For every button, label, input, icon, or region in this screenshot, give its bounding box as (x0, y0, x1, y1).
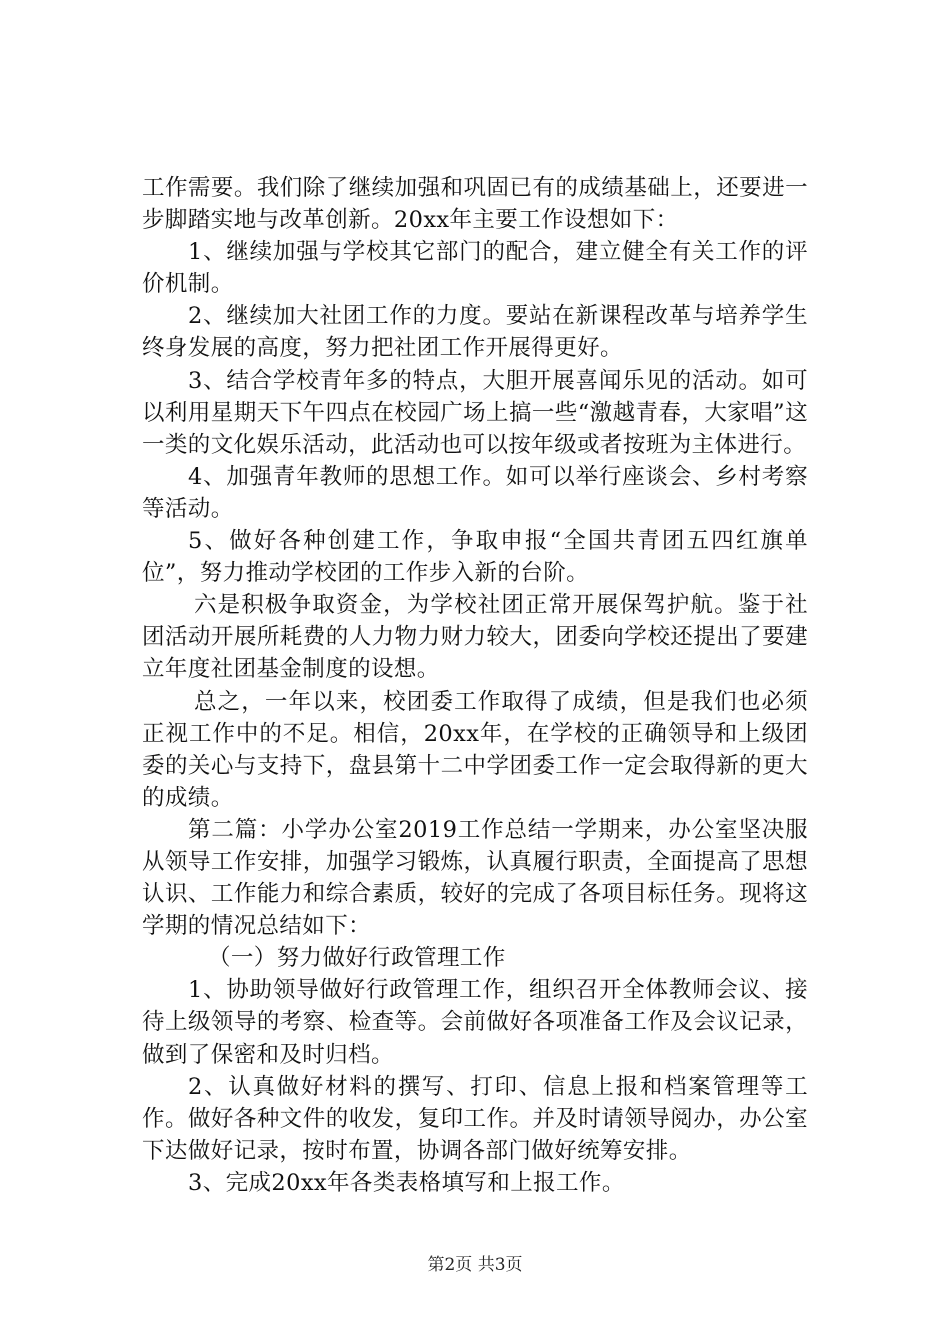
paragraph: 2、继续加大社团工作的力度。要站在新课程改革与培养学生终身发展的高度，努力把社团工作开展得更好。 (142, 303, 808, 362)
paragraph: 工作需要。我们除了继续加强和巩固已有的成绩基础上，还要进一步脚踏实地与改革创新。20xx年主要工作设想如下： (142, 175, 808, 234)
paragraph: 第二篇：小学办公室2019工作总结一学期来，办公室坚决服从领导工作安排，加强学习锻炼，认真履行职责，全面提高了思想认识、工作能力和综合素质，较好的完成了各项目标任务。现将这学期的情况总结如下： (142, 816, 808, 940)
paragraph: 1、继续加强与学校其它部门的配合，建立健全有关工作的评价机制。 (142, 239, 808, 298)
paragraph: 1、协助领导做好行政管理工作，组织召开全体教师会议、接待上级领导的考察、检查等。会前做好各项准备工作及会议记录，做到了保密和及时归档。 (142, 977, 808, 1068)
paragraph: 总之，一年以来，校团委工作取得了成绩，但是我们也必须正视工作中的不足。相信，20xx年，在学校的正确领导和上级团委的关心与支持下，盘县第十二中学团委工作一定会取得新的更大的成绩。 (142, 688, 808, 811)
paragraph: 5、做好各种创建工作，争取申报“全国共青团五四红旗单位”，努力推动学校团的工作步入新的台阶。 (142, 528, 808, 587)
paragraph: 2、认真做好材料的撰写、打印、信息上报和档案管理等工作。做好各种文件的收发，复印工作。并及时请领导阅办，办公室下达做好记录，按时布置，协调各部门做好统筹安排。 (142, 1073, 808, 1164)
document-body (142, 172, 808, 1199)
section-heading: （一）努力做好行政管理工作 (208, 945, 506, 972)
paragraph: 六是积极争取资金，为学校社团正常开展保驾护航。鉴于社团活动开展所耗费的人力物力财力较大，团委向学校还提出了要建立年度社团基金制度的设想。 (142, 592, 808, 683)
paragraph: 3、完成20xx年各类表格填写和上报工作。 (188, 1169, 625, 1196)
paragraph: 4、加强青年教师的思想工作。如可以举行座谈会、乡村考察等活动。 (142, 463, 808, 522)
paragraph: 3、结合学校青年多的特点，大胆开展喜闻乐见的活动。如可以利用星期天下午四点在校园广场上搞一些“激越青春，大家唱”这一类的文化娱乐活动，此活动也可以按年级或者按班为主体进行。 (142, 367, 808, 458)
page-footer: 第2页 共3页 (427, 1255, 523, 1275)
